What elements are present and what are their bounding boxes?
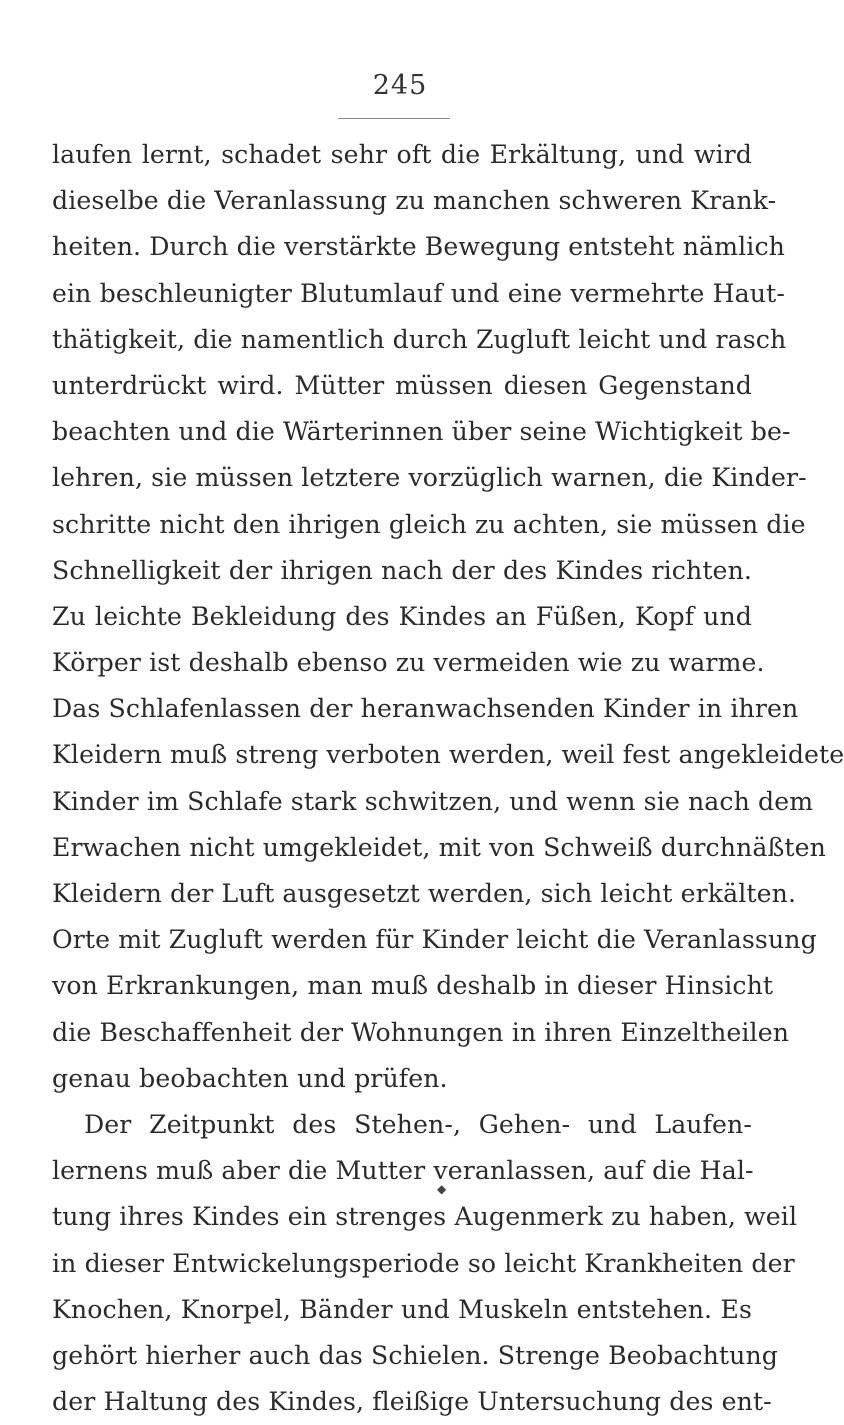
text-line: lehren, sie müssen letztere vorzüglich warnen, die Kinder-	[52, 463, 807, 493]
text-line: Erwachen nicht umgekleidet, mit von Schweiß durchnäßten	[52, 832, 826, 862]
text-line: der Haltung des Kindes, fleißige Untersuchung des ent-	[52, 1387, 772, 1417]
text-line: dieselbe die Veranlassung zu manchen schweren Krank-	[52, 186, 777, 216]
text-line: lernens muß aber die Mutter veranlassen, auf die Hal-	[52, 1156, 754, 1186]
ornament-mark: ◆	[437, 1182, 447, 1196]
text-line: unterdrückt wird. Mütter müssen diesen Gegenstand	[52, 370, 752, 400]
text-line: Knochen, Knorpel, Bänder und Muskeln entstehen. Es	[52, 1294, 752, 1324]
text-line: die Beschaffenheit der Wohnungen in ihren Einzeltheilen	[52, 1017, 790, 1047]
text-line: Kleidern muß streng verboten werden, weil fest angekleidete	[52, 740, 844, 770]
text-line: schritte nicht den ihrigen gleich zu achten, sie müssen die	[52, 509, 806, 539]
text-line: Zu leichte Bekleidung des Kindes an Füßen, Kopf und	[52, 601, 752, 631]
text-line: in dieser Entwickelungsperiode so leicht Krankheiten der	[52, 1248, 795, 1278]
text-line: Orte mit Zugluft werden für Kinder leicht die Veranlassung	[52, 925, 817, 955]
text-line: gehört hierher auch das Schielen. Strenge Beobachtung	[52, 1340, 778, 1370]
header-rule	[338, 118, 450, 119]
text-line: Schnelligkeit der ihrigen nach der des Kindes richten.	[52, 555, 752, 585]
text-line: laufen lernt, schadet sehr oft die Erkältung, und wird	[52, 140, 752, 169]
body-text	[52, 132, 844, 1425]
text-line: Kinder im Schlafe stark schwitzen, und wenn sie nach dem	[52, 786, 814, 816]
text-line: Das Schlafenlassen der heranwachsenden Kinder in ihren	[52, 694, 799, 724]
text-line: genau beobachten und prüfen.	[52, 1063, 448, 1093]
text-line: Der Zeitpunkt des Stehen-, Gehen- und Laufen-	[84, 1109, 752, 1139]
text-line: ein beschleunigter Blutumlauf und eine vermehrte Haut-	[52, 278, 785, 308]
text-line: heiten. Durch die verstärkte Bewegung entsteht nämlich	[52, 232, 785, 262]
text-line: Körper ist deshalb ebenso zu vermeiden wie zu warme.	[52, 648, 765, 678]
text-line: von Erkrankungen, man muß deshalb in dieser Hinsicht	[52, 971, 774, 1001]
text-line: tung ihres Kindes ein strenges Augenmerk zu haben, weil	[52, 1202, 798, 1232]
text-line: beachten und die Wärterinnen über seine Wichtigkeit be-	[52, 417, 791, 447]
page-number: 245	[372, 70, 428, 101]
text-line: thätigkeit, die namentlich durch Zugluft leicht und rasch	[52, 324, 787, 354]
text-line: Kleidern der Luft ausgesetzt werden, sich leicht erkälten.	[52, 879, 797, 908]
